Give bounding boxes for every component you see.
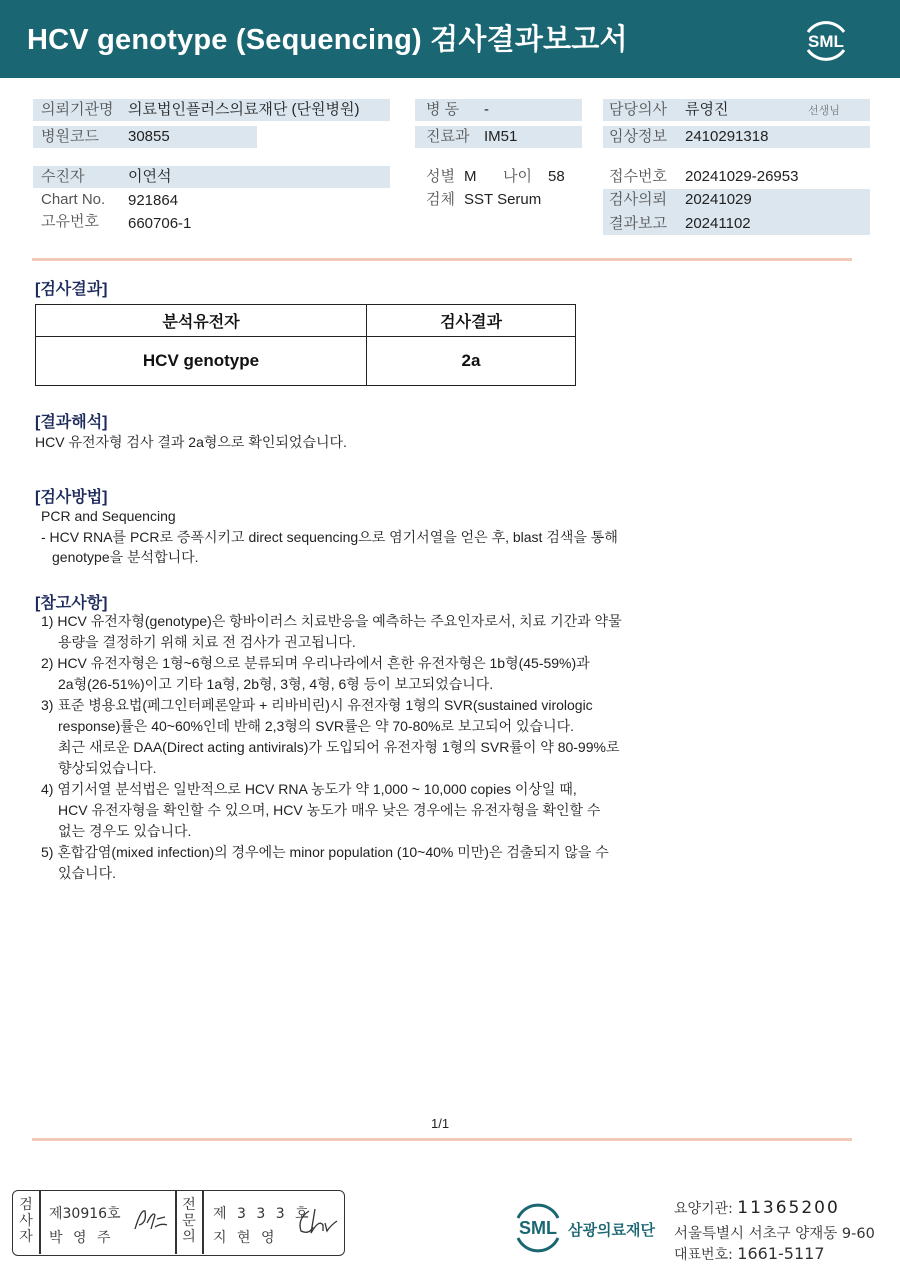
org-name: 삼광의료재단 (568, 1221, 655, 1239)
results-heading: [검사결과] (35, 281, 108, 298)
stamp-divider (202, 1191, 204, 1254)
patient-bar (33, 166, 390, 188)
note-line: 용량을 결정하기 위해 치료 전 검사가 권고됩니다. (58, 634, 356, 650)
specialist-signature-icon (295, 1205, 339, 1237)
specialist-license: 제 3 3 3 호 (213, 1206, 312, 1222)
specialist-name: 지 현 영 (213, 1230, 278, 1246)
clinical-label: 임상정보 (609, 128, 667, 145)
institution-value: 의료법인플러스의료재단 (단원병원) (128, 101, 360, 118)
method-line: genotype을 분석합니다. (52, 549, 199, 565)
org-address: 서울특별시 서초구 양재동 9-60 (674, 1226, 875, 1242)
note-line: 있습니다. (58, 865, 116, 881)
note-line: 2) HCV 유전자형은 1형~6형으로 분류되며 우리나라에서 흔한 유전자형은 1b형(45-59%)과 (41, 655, 590, 671)
report-title: HCV genotype (Sequencing) 검사결과보고서 (27, 24, 628, 56)
doctor-suffix: 선생님 (808, 104, 840, 117)
specialist-label: 전 문 의 (182, 1197, 196, 1245)
doctor-label: 담당의사 (609, 101, 667, 118)
note-line: 2a형(26-51%)이고 기타 1a형, 2b형, 3형, 4형, 6형 등이 보고되었습니다. (58, 676, 494, 692)
gene-cell: HCV genotype (36, 337, 367, 386)
institution-label: 의뢰기관명 (41, 101, 114, 118)
result-cell: 2a (367, 337, 576, 386)
doctor-value: 류영진 (685, 101, 729, 118)
request-value: 20241029 (685, 191, 752, 208)
sex-label: 성별 (426, 168, 455, 185)
report-label: 결과보고 (609, 215, 667, 232)
id-value: 660706-1 (128, 215, 192, 232)
institution-code: 요양기관: 11365200 (674, 1198, 840, 1218)
examiner-name: 박 영 주 (49, 1230, 114, 1246)
report-value: 20241102 (685, 215, 751, 232)
svg-text:SML: SML (519, 1218, 557, 1238)
sml-logo-icon (800, 14, 852, 66)
note-line: 향상되었습니다. (58, 760, 157, 776)
note-line: 3) 표준 병용요법(페그인터페론알파 + 리바비린)시 유전자형 1형의 SVR(sustained virologic (41, 697, 593, 713)
age-label: 나이 (503, 168, 532, 185)
top-divider (32, 258, 852, 261)
results-header-row (36, 305, 576, 337)
hospital-code-label: 병원코드 (41, 128, 99, 145)
sex-value: M (464, 168, 477, 185)
receipt-value: 20241029-26953 (685, 168, 799, 185)
note-line: 4) 염기서열 분석법은 일반적으로 HCV RNA 농도가 약 1,000 ~ 10,000 copies 이상일 때, (41, 781, 577, 797)
dept-value: IM51 (484, 128, 518, 145)
bottom-divider (32, 1138, 852, 1141)
org-phone: 대표번호: 1661-5117 (674, 1244, 825, 1263)
id-label: 고유번호 (41, 213, 99, 230)
receipt-label: 접수번호 (609, 168, 667, 185)
page-number: 1/1 (431, 1116, 450, 1131)
chart-label: Chart No. (41, 191, 106, 208)
note-line: HCV 유전자형을 확인할 수 있으며, HCV 농도가 매우 낮은 경우에는 유전자형을 확인할 수 (58, 802, 601, 818)
request-label: 검사의뢰 (609, 191, 667, 208)
method-line: PCR and Sequencing (41, 508, 176, 524)
examiner-label: 검 사 자 (19, 1197, 33, 1245)
method-line: - HCV RNA를 PCR로 증폭시키고 direct sequencing으로 염기서열을 얻은 후, blast 검색을 통해 (41, 529, 618, 545)
chart-value: 921864 (128, 192, 179, 209)
ward-value: - (484, 101, 489, 118)
note-line: 최근 새로운 DAA(Direct acting antivirals)가 도입되어 유전자형 1형의 SVR률이 약 80-99%로 (58, 739, 620, 755)
specimen-label: 검체 (426, 191, 455, 208)
signature-box (12, 1190, 345, 1256)
patient-value: 이연석 (128, 168, 172, 185)
ward-label: 병 동 (426, 101, 460, 118)
svg-text:SML: SML (808, 32, 844, 51)
hospital-code-value: 30855 (128, 128, 170, 145)
stamp-divider (39, 1191, 41, 1254)
age-value: 58 (548, 168, 565, 185)
col-gene-header: 분석유전자 (36, 305, 367, 337)
note-line: 1) HCV 유전자형(genotype)은 항바이러스 치료반응을 예측하는 주요인자로서, 치료 기간과 약물 (41, 613, 622, 629)
examiner-license: 제30916호 (49, 1206, 121, 1222)
note-line: 5) 혼합감염(mixed infection)의 경우에는 minor population (10~40% 미만)은 검출되지 않을 수 (41, 844, 609, 860)
stamp-divider (175, 1191, 177, 1254)
note-line: 없는 경우도 있습니다. (58, 823, 192, 839)
table-row (36, 337, 576, 386)
notes-heading: [참고사항] (35, 595, 108, 612)
interpretation-heading: [결과해석] (35, 414, 108, 431)
results-table (35, 304, 576, 386)
col-result-header: 검사결과 (367, 305, 576, 337)
examiner-signature-icon (131, 1205, 171, 1235)
method-heading: [검사방법] (35, 489, 108, 506)
patient-label: 수진자 (41, 168, 85, 185)
interpretation-text: HCV 유전자형 검사 결과 2a형으로 확인되었습니다. (35, 434, 347, 450)
specimen-value: SST Serum (464, 191, 542, 208)
note-line: response)률은 40~60%인데 반해 2,3형의 SVR률은 약 70-80%로 보고되어 있습니다. (58, 718, 575, 734)
dept-label: 진료과 (426, 128, 470, 145)
clinical-value: 2410291318 (685, 128, 769, 145)
sml-footer-logo-icon (512, 1200, 564, 1254)
